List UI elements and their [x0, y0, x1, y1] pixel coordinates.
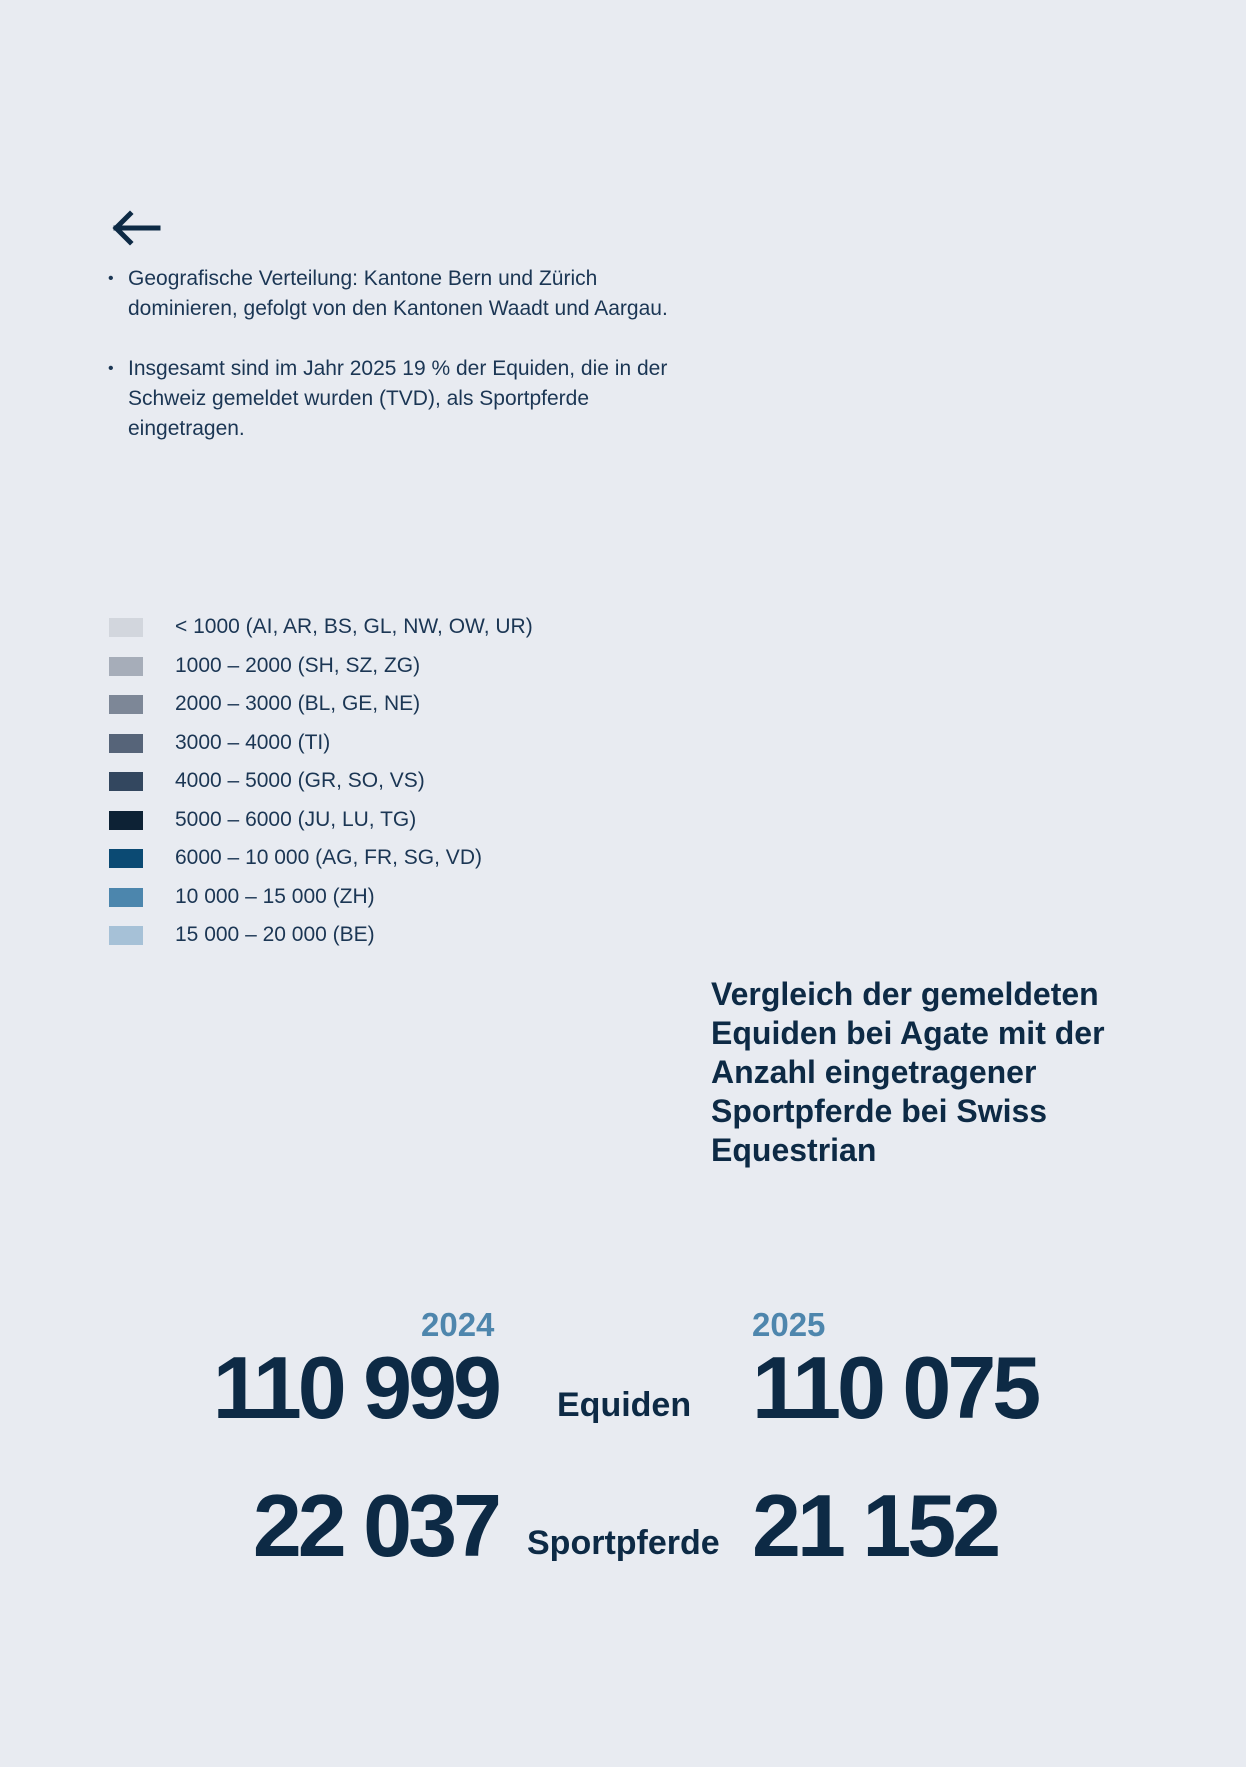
sportpferde-value-2024: 22 037	[252, 1476, 498, 1575]
legend-label: 1000 – 2000 (SH, SZ, ZG)	[175, 653, 421, 677]
legend-label: 3000 – 4000 (TI)	[175, 730, 331, 754]
legend-swatch	[109, 734, 143, 753]
legend-label: 2000 – 3000 (BL, GE, NE)	[175, 692, 421, 715]
legend-swatch	[109, 695, 143, 714]
legend-label: 5000 – 6000 (JU, LU, TG)	[175, 807, 417, 831]
legend-swatch	[109, 926, 143, 945]
legend-item	[109, 613, 533, 652]
map-legend	[109, 613, 533, 960]
bullet-item-geography: • Geografische Verteilung: Kantone Bern und Zürich dominieren, gefolgt von den Kantonen Waadt und Aargau.	[108, 264, 668, 324]
legend-swatch	[109, 849, 143, 868]
bullet-item-sport-share: • Insgesamt sind im Jahr 2025 19 % der Equiden, die in der Schweiz gemeldet wurden (TVD), als Sportpferde eingetragen.	[108, 354, 668, 444]
legend-item	[109, 690, 533, 729]
legend-item	[109, 806, 533, 845]
legend-item	[109, 921, 533, 960]
legend-label: < 1000 (AI, AR, BS, GL, NW, OW, UR)	[175, 615, 533, 638]
summary-bullet-list	[108, 264, 668, 474]
legend-label: 6000 – 10 000 (AG, FR, SG, VD)	[175, 846, 482, 869]
year-label-2025: 2025	[752, 1306, 826, 1343]
year-label-2024: 2024	[421, 1306, 495, 1343]
legend-item	[109, 652, 533, 691]
equiden-label: Equiden	[557, 1386, 692, 1424]
sportpferde-label: Sportpferde	[527, 1524, 720, 1562]
comparison-heading: Vergleich der gemeldeten Equiden bei Agate mit der Anzahl eingetragener Sportpferde bei Swiss Equestrian	[711, 976, 1105, 1168]
legend-swatch	[109, 811, 143, 830]
legend-item	[109, 767, 533, 806]
legend-label: 15 000 – 20 000 (BE)	[175, 923, 375, 946]
legend-label: 10 000 – 15 000 (ZH)	[175, 884, 375, 908]
sportpferde-value-2025: 21 152	[752, 1476, 998, 1575]
legend-item	[109, 883, 533, 922]
legend-item	[109, 729, 533, 768]
legend-swatch	[109, 618, 143, 637]
legend-swatch	[109, 657, 143, 676]
legend-swatch	[109, 772, 143, 791]
legend-swatch	[109, 888, 143, 907]
equiden-value-2024: 110 999	[212, 1338, 498, 1437]
legend-label: 4000 – 5000 (GR, SO, VS)	[175, 769, 425, 792]
legend-item	[109, 844, 533, 883]
equiden-value-2025: 110 075	[752, 1338, 1038, 1437]
arrow-left-icon[interactable]	[108, 208, 164, 248]
